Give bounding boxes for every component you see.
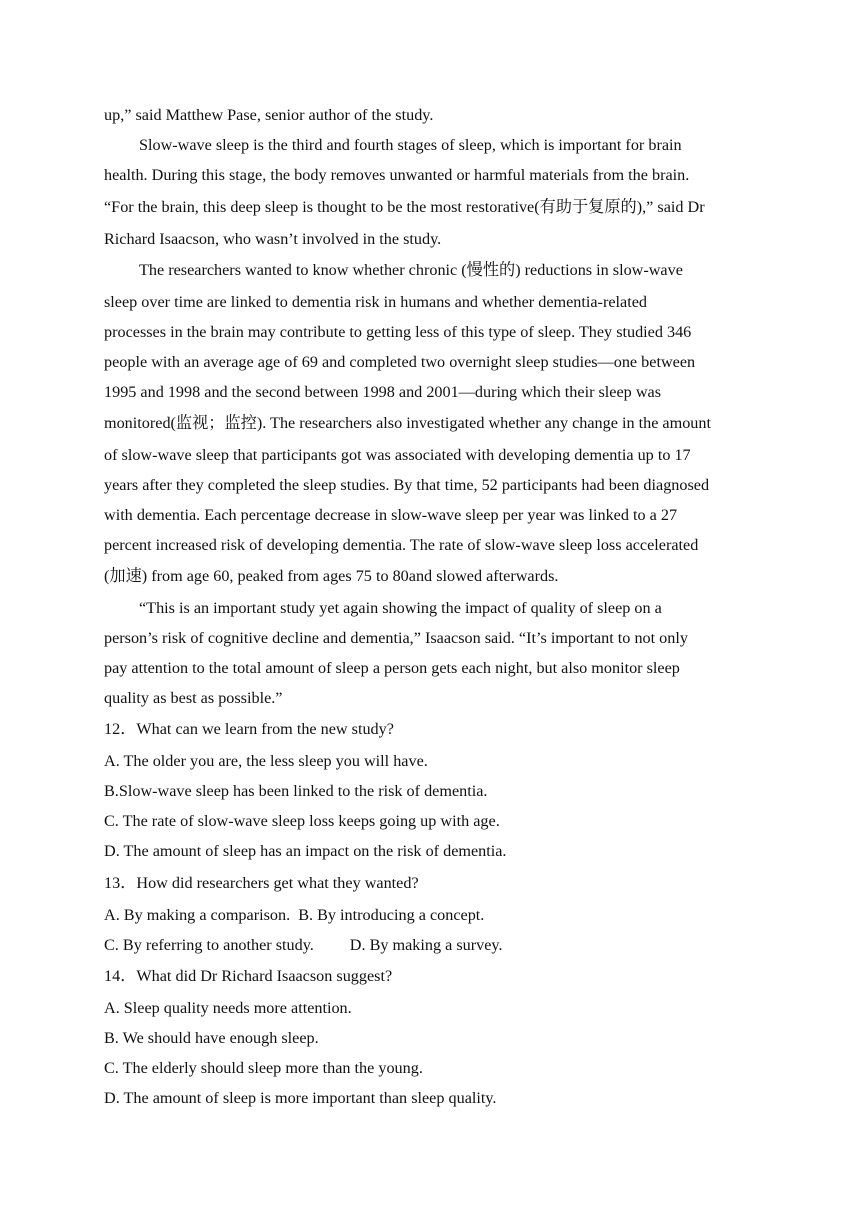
passage-line: 1995 and 1998 and the second between 1998 and 2001—during which their sleep was [104, 383, 661, 401]
passage-line: percent increased risk of developing dementia. The rate of slow-wave sleep loss accelerated [104, 536, 699, 554]
passage-line: Slow-wave sleep is the third and fourth stages of sleep, which is important for brain [139, 136, 682, 154]
passage-line: (加速) from age 60, peaked from ages 75 to 80and slowed afterwards. [104, 567, 559, 585]
passage-line: person’s risk of cognitive decline and dementia,” Isaacson said. “It’s important to not only [104, 629, 688, 647]
answer-option: A. Sleep quality needs more attention. [104, 999, 352, 1017]
answer-option: B. By introducing a concept. [298, 906, 485, 924]
answer-option: A. The older you are, the less sleep you will have. [104, 752, 428, 770]
question-stem: 12．What can we learn from the new study? [104, 720, 394, 738]
answer-option: B. We should have enough sleep. [104, 1029, 319, 1047]
question-stem: 13．How did researchers get what they wanted? [104, 874, 419, 892]
answer-option: D. By making a survey. [349, 936, 503, 954]
passage-line: years after they completed the sleep studies. By that time, 52 participants had been diagnosed [104, 476, 710, 494]
passage-line: “For the brain, this deep sleep is thought to be the most restorative(有助于复原的),” said Dr [104, 198, 705, 216]
question-stem: 14．What did Dr Richard Isaacson suggest? [104, 967, 393, 985]
answer-option: D. The amount of sleep has an impact on the risk of dementia. [104, 842, 507, 860]
passage-line: processes in the brain may contribute to getting less of this type of sleep. They studied 346 [104, 323, 692, 341]
answer-option-row [104, 905, 484, 925]
passage-line: monitored(监视；监控). The researchers also investigated whether any change in the amount [104, 414, 711, 432]
passage-line: health. During this stage, the body removes unwanted or harmful materials from the brain. [104, 166, 690, 184]
answer-option: C. The elderly should sleep more than the young. [104, 1059, 423, 1077]
answer-option-row [104, 935, 503, 955]
answer-option: D. The amount of sleep is more important than sleep quality. [104, 1089, 497, 1107]
passage-line: Richard Isaacson, who wasn’t involved in the study. [104, 230, 442, 248]
passage-line: sleep over time are linked to dementia risk in humans and whether dementia-related [104, 293, 647, 311]
passage-line: of slow-wave sleep that participants got was associated with developing dementia up to 17 [104, 446, 691, 464]
passage-line: with dementia. Each percentage decrease in slow-wave sleep per year was linked to a 27 [104, 506, 678, 524]
answer-option: B.Slow-wave sleep has been linked to the risk of dementia. [104, 782, 488, 800]
answer-option: A. By making a comparison. [104, 906, 291, 924]
passage-line: up,” said Matthew Pase, senior author of the study. [104, 106, 434, 124]
passage-line: “This is an important study yet again showing the impact of quality of sleep on a [139, 599, 662, 617]
passage-line: people with an average age of 69 and completed two overnight sleep studies—one between [104, 353, 696, 371]
answer-option: C. The rate of slow-wave sleep loss keeps going up with age. [104, 812, 500, 830]
passage-line: The researchers wanted to know whether chronic (慢性的) reductions in slow-wave [139, 261, 683, 279]
passage-line: quality as best as possible.” [104, 689, 283, 707]
passage-line: pay attention to the total amount of sleep a person gets each night, but also monitor sleep [104, 659, 680, 677]
answer-option: C. By referring to another study. [104, 936, 314, 954]
